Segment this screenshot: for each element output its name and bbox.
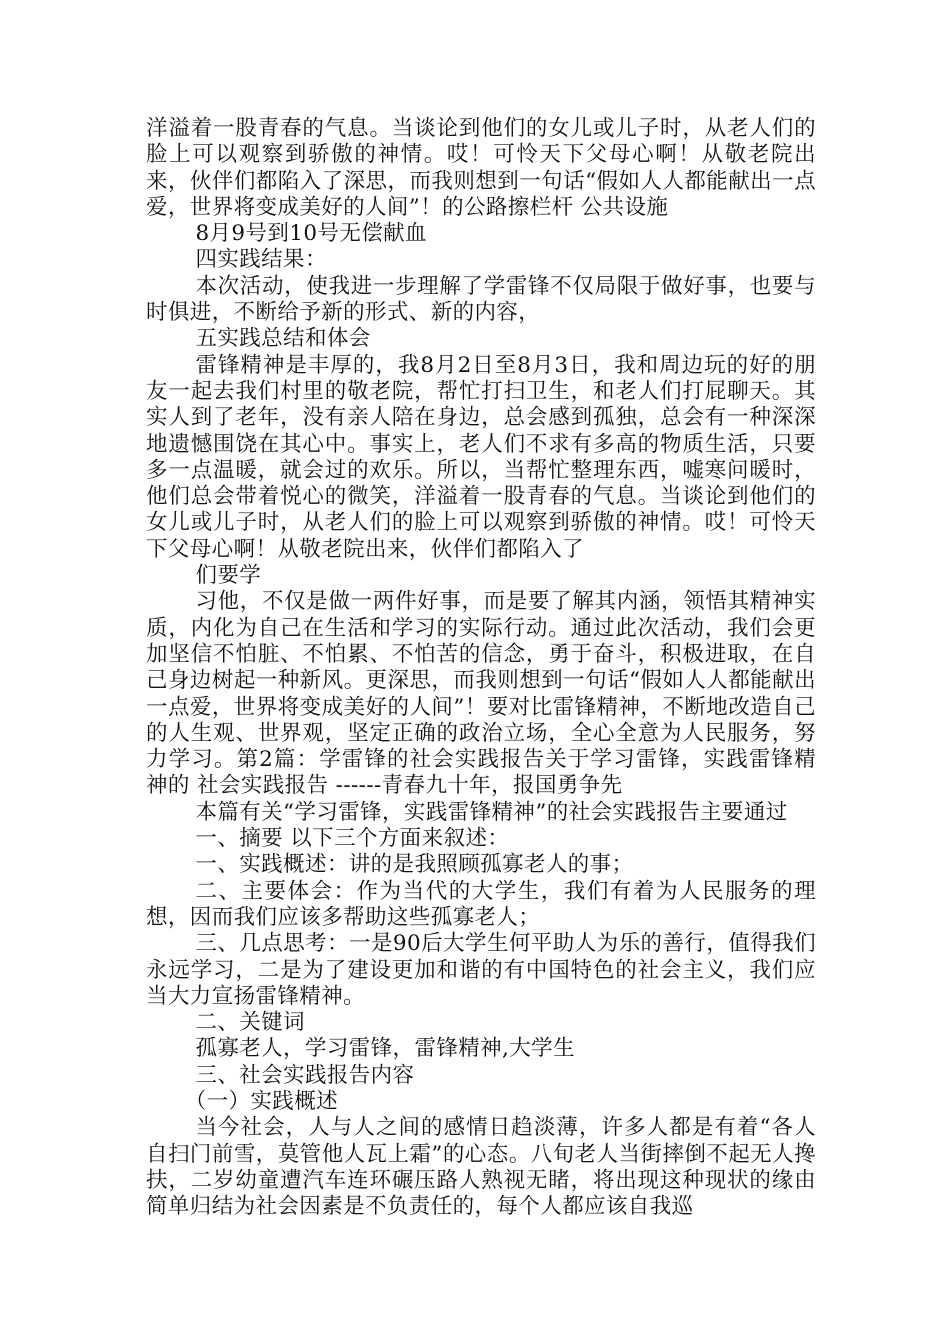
paragraph: 洋溢着一股青春的气息。当谈论到他们的女儿或儿子时，从老人们的脸上可以观察到骄傲的神情。哎！可怜天下父母心啊！从敬老院出来，伙伴们都陷入了深思，而我则想到一句话“假如人人都能献出一点爱，世界将变成美好的人间”！的公路擦栏杆 公共设施: [146, 116, 816, 220]
section-heading: 三、社会实践报告内容: [195, 1062, 415, 1088]
paragraph: 8月9号到10号无偿献血: [195, 221, 427, 247]
paragraph: 本篇有关“学习雷锋，实践雷锋精神”的社会实践报告主要通过: [195, 799, 788, 825]
section-heading: 二、关键词: [195, 1010, 305, 1036]
list-item: 二、主要体会：作为当代的大学生，我们有着为人民服务的理想，因而我们应该多帮助这些孤寡老人；: [146, 878, 816, 930]
paragraph: 本次活动，使我进一步理解了学雷锋不仅局限于做好事，也要与时俱进，不断给予新的形式、新的内容，: [146, 273, 816, 326]
section-heading: 五实践总结和体会: [195, 326, 371, 352]
list-item: 三、几点思考：一是90后大学生何平助人为乐的善行，值得我们永远学习，二是为了建设更加和谐的有中国特色的社会主义，我们应当大力宣扬雷锋精神。: [146, 931, 816, 1009]
section-heading: 一、摘要 以下三个方面来叙述：: [195, 826, 510, 852]
section-heading: 四实践结果：: [195, 247, 327, 273]
keywords: 孤寡老人，学习雷锋，雷锋精神,大学生: [195, 1036, 575, 1062]
paragraph: 们要学: [195, 563, 262, 589]
subsection-heading: （一）实践概述: [184, 1088, 338, 1114]
list-item: 一、实践概述：讲的是我照顾孤寡老人的事；: [195, 852, 634, 878]
paragraph: 习他，不仅是做一两件好事，而是要了解其内涵，领悟其精神实质，内化为自己在生活和学习的实际行动。通过此次活动，我们会更加坚信不怕脏、不怕累、不怕苦的信念，勇于奋斗，积极进取，在自己身边树起一种新风。更深思，而我则想到一句话“假如人人都能献出一点爱，世界将变成美好的人间”！要对比雷锋精神，不断地改造自己的人生观、世界观，坚定正确的政治立场，全心全意为人民服务，努力学习。第2篇：学雷锋的社会实践报告关于学习雷锋，实践雷锋精神的 社会实践报告 ------青春九十年，报国勇争先: [146, 589, 816, 799]
paragraph: 当今社会，人与人之间的感情日趋淡薄，许多人都是有着“各人自扫门前雪，莫管他人瓦上霜”的心态。八旬老人当街摔倒不起无人搀扶，二岁幼童遭汽车连环碾压路人熟视无睹，将出现这种现状的缘由简单归结为社会因素是不负责任的，每个人都应该自我巡: [146, 1115, 816, 1220]
paragraph: 雷锋精神是丰厚的，我8月2日至8月3日，我和周边玩的好的朋友一起去我们村里的敬老院，帮忙打扫卫生，和老人们打屁聊天。其实人到了老年，没有亲人陪在身边，总会感到孤独，总会有一种深深地遗憾围饶在其心中。事实上，老人们不求有多高的物质生活，只要多一点温暖，就会过的欢乐。所以，当帮忙整理东西，嘘寒问暖时，他们总会带着悦心的微笑，洋溢着一股青春的气息。当谈论到他们的女儿或儿子时，从老人们的脸上可以观察到骄傲的神情。哎！可怜天下父母心啊！从敬老院出来，伙伴们都陷入了: [146, 352, 816, 562]
document-body: [146, 116, 816, 1220]
